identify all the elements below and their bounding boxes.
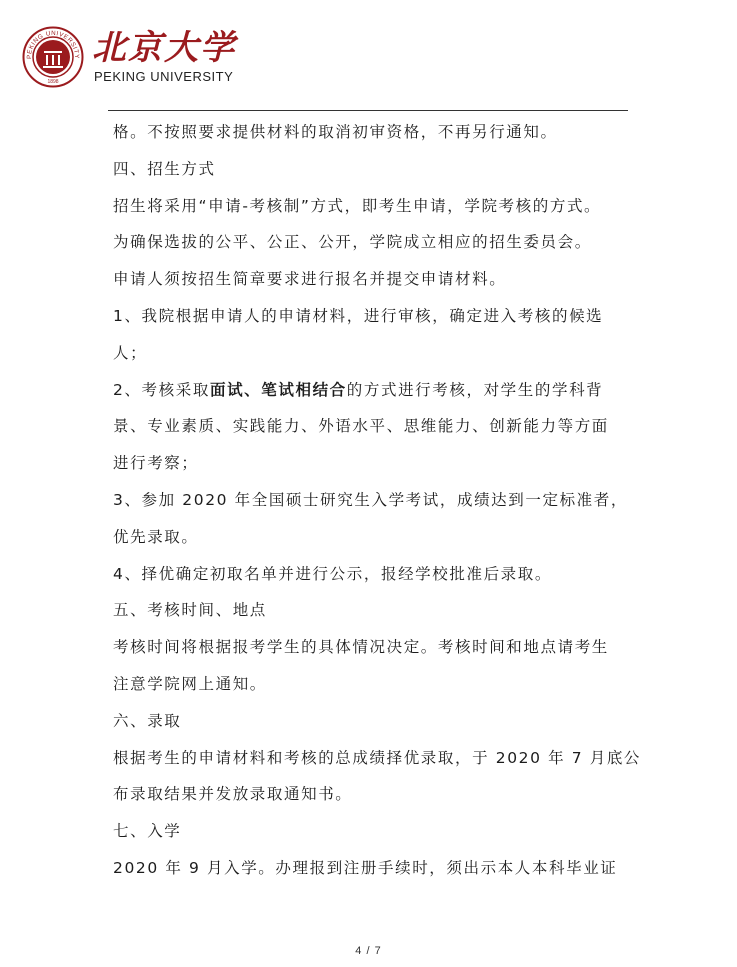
text-line: 考核时间将根据报考学生的具体情况决定。考核时间和地点请考生 (113, 638, 609, 657)
text-line: 优先录取。 (113, 527, 199, 546)
text-line: 2020 年 9 月入学。办理报到注册手续时，须出示本人本科毕业证 (113, 858, 618, 877)
list-item-1: 1、我院根据申请人的申请材料，进行审核，确定进入考核的候选 (113, 306, 604, 325)
text-line: 格。不按照要求提供材料的取消初审资格，不再另行通知。 (113, 123, 558, 141)
list-item-4: 4、择优确定初取名单并进行公示，报经学校批准后录取。 (113, 564, 552, 583)
seal-text: PEKING UNIVERSITY (25, 29, 81, 60)
section-heading-admission: 六、录取 (113, 711, 182, 730)
text-line: 为确保选拔的公平、公正、公开，学院成立相应的招生委员会。 (113, 233, 592, 252)
text-line: 根据考生的申请材料和考核的总成绩择优录取，于 2020 年 7 月底公 (113, 748, 642, 767)
section-heading-admission-method: 四、招生方式 (113, 159, 216, 178)
text-line: 进行考察； (113, 454, 199, 473)
text-line: 布录取结果并发放录取通知书。 (113, 785, 353, 804)
brand-chinese-name: 北京大学 (92, 28, 236, 68)
list-item-2-suffix: 的方式进行考核，对学生的学科背 (346, 380, 604, 399)
text-line: 景、专业素质、实践能力、外语水平、思维能力、创新能力等方面 (113, 417, 609, 436)
list-item-2-emphasis: 面试、笔试相结合 (209, 380, 347, 399)
document-header (22, 26, 342, 90)
text-line: 招生将采用“申请-考核制”方式，即考生申请，学院考核的方式。 (113, 196, 602, 215)
text-line: 注意学院网上通知。 (113, 674, 267, 693)
section-heading-enrollment: 七、入学 (113, 822, 182, 841)
peking-university-seal-icon (22, 26, 84, 88)
header-divider (108, 110, 628, 111)
seal-year: 1898 (47, 79, 59, 85)
page-number: 4 / 7 (355, 945, 382, 957)
list-item-2 (113, 372, 633, 409)
brand-english-name: PEKING UNIVERSITY (94, 69, 234, 84)
text-line: 人； (113, 343, 148, 362)
section-heading-exam-time-place: 五、考核时间、地点 (113, 601, 267, 620)
list-item-2-prefix: 2、考核采取 (113, 380, 210, 399)
list-item-3: 3、参加 2020 年全国硕士研究生入学考试，成绩达到一定标准者， (113, 490, 628, 509)
document-body (113, 114, 642, 887)
text-line: 申请人须按招生简章要求进行报名并提交申请材料。 (113, 270, 507, 289)
